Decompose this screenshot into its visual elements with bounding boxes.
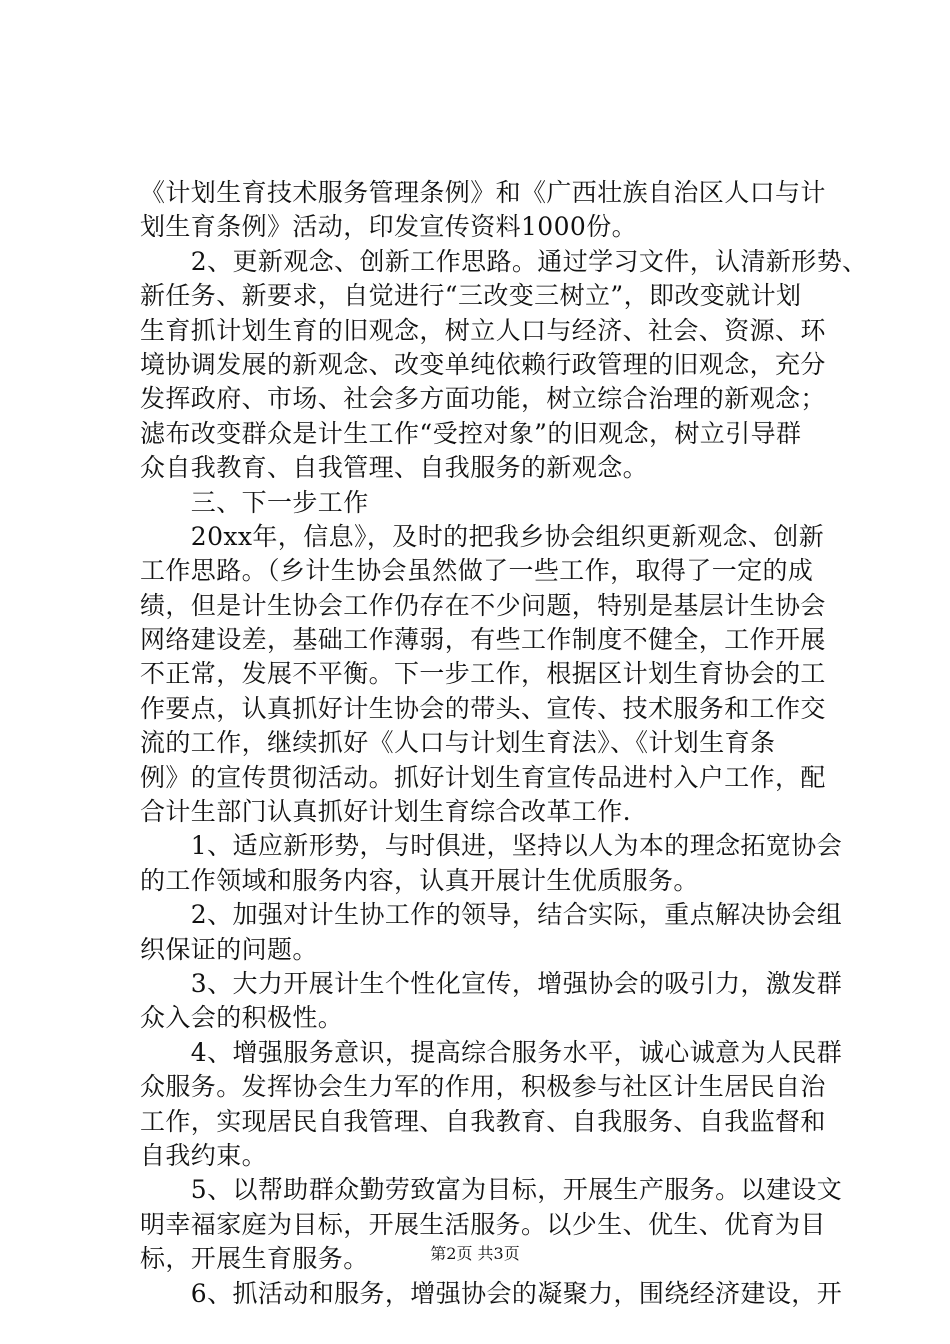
text-line: 工作，实现居民自我管理、自我教育、自我服务、自我监督和 (140, 1106, 826, 1136)
text-line: 境协调发展的新观念、改变单纯依赖行政管理的旧观念，充分 (140, 349, 826, 379)
text-line: 织保证的问题。 (140, 934, 318, 964)
text-line: 流的工作，继续抓好《人口与计划生育法》、《计划生育条 (140, 728, 776, 758)
text-line: 例》的宣传贯彻活动。抓好计划生育宣传品进村入户工作，配 (140, 762, 826, 792)
text-line: 滤布改变群众是计生工作“受控对象”的旧观念，树立引导群 (140, 418, 802, 448)
text-line: 众入会的积极性。 (140, 1003, 344, 1033)
text-line: 新任务、新要求，自觉进行“三改变三树立”，即改变就计划 (140, 281, 802, 311)
page-footer (0, 1244, 950, 1264)
section-heading: 三、下一步工作 (140, 487, 369, 517)
body-text (140, 176, 868, 1311)
text-line: 生育抓计划生育的旧观念，树立人口与经济、社会、资源、环 (140, 315, 826, 345)
text-line: 2、加强对计生协工作的领导，结合实际，重点解决协会组 (140, 900, 843, 930)
text-line: 1、适应新形势，与时俱进，坚持以人为本的理念拓宽协会 (140, 831, 843, 861)
text-line: 的工作领域和服务内容，认真开展计生优质服务。 (140, 865, 699, 895)
text-line: 2、更新观念、创新工作思路。通过学习文件，认清新形势、 (140, 246, 868, 276)
text-line: 作要点，认真抓好计生协会的带头、宣传、技术服务和工作交 (140, 693, 826, 723)
text-line: 发挥政府、市场、社会多方面功能，树立综合治理的新观念； (140, 384, 826, 414)
text-line: 众服务。发挥协会生力军的作用，积极参与社区计生居民自治 (140, 1072, 826, 1102)
text-line: 4、增强服务意识，提高综合服务水平，诚心诚意为人民群 (140, 1037, 843, 1067)
text-line: 标，开展生育服务。 (140, 1244, 369, 1274)
text-line: 网络建设差，基础工作薄弱，有些工作制度不健全，工作开展 (140, 625, 826, 655)
text-line: 众自我教育、自我管理、自我服务的新观念。 (140, 453, 649, 483)
page-number-label: 第2页 共3页 (430, 1244, 520, 1263)
text-line: 20xx年，信息》，及时的把我乡协会组织更新观念、创新 (140, 521, 825, 551)
text-line: 不正常，发展不平衡。下一步工作，根据区计划生育协会的工 (140, 659, 826, 689)
text-line: 划生育条例》活动，印发宣传资料1000份。 (140, 212, 638, 242)
text-line: 明幸福家庭为目标，开展生活服务。以少生、优生、优育为目 (140, 1209, 826, 1239)
text-line: 《计划生育技术服务管理条例》和《广西壮族自治区人口与计 (140, 178, 826, 207)
text-line: 自我约束。 (140, 1140, 268, 1170)
text-line: 5、以帮助群众勤劳致富为目标，开展生产服务。以建设文 (140, 1175, 843, 1205)
text-line: 绩，但是计生协会工作仍存在不少问题，特别是基层计生协会 (140, 590, 826, 620)
text-line: 合计生部门认真抓好计划生育综合改革工作. (140, 797, 631, 827)
text-line: 6、抓活动和服务，增强协会的凝聚力，围绕经济建设，开 (140, 1278, 843, 1308)
text-line: 工作思路。（乡计生协会虽然做了一些工作，取得了一定的成 (140, 556, 814, 586)
text-line: 3、大力开展计生个性化宣传，增强协会的吸引力，激发群 (140, 968, 843, 998)
